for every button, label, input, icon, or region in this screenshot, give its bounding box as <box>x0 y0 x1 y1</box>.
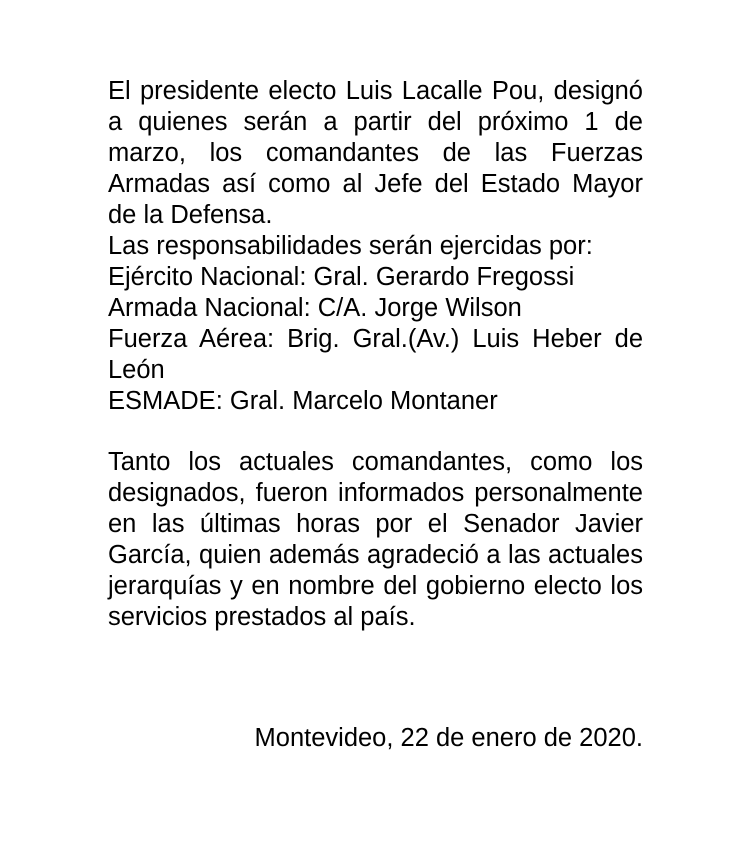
intro-paragraph: El presidente electo Luis Lacalle Pou, designó a quienes serán a partir del próximo 1 de marzo, los comandantes de las Fuerzas Armadas así como al Jefe del Estado Mayor de la Defensa. <box>108 77 643 229</box>
closing-paragraph: Tanto los actuales comandantes, como los designados, fueron informados personalmente en las últimas horas por el Senador Javier García, quien además agradeció a las actuales jerarquías y en nombre del gobierno electo los servicios prestados al país. <box>108 448 643 631</box>
responsibilities-heading: Las responsabilidades serán ejercidas por: <box>108 232 593 260</box>
dateline: Montevideo, 22 de enero de 2020. <box>254 724 643 752</box>
appointment-air-force: Fuerza Aérea: Brig. Gral.(Av.) Luis Heber de León <box>108 325 643 384</box>
appointment-army: Ejército Nacional: Gral. Gerardo Fregossi <box>108 263 575 291</box>
paragraph-spacer <box>108 417 643 447</box>
appointment-esmade: ESMADE: Gral. Marcelo Montaner <box>108 387 498 415</box>
statement-body <box>108 76 643 633</box>
appointment-navy: Armada Nacional: C/A. Jorge Wilson <box>108 294 522 322</box>
